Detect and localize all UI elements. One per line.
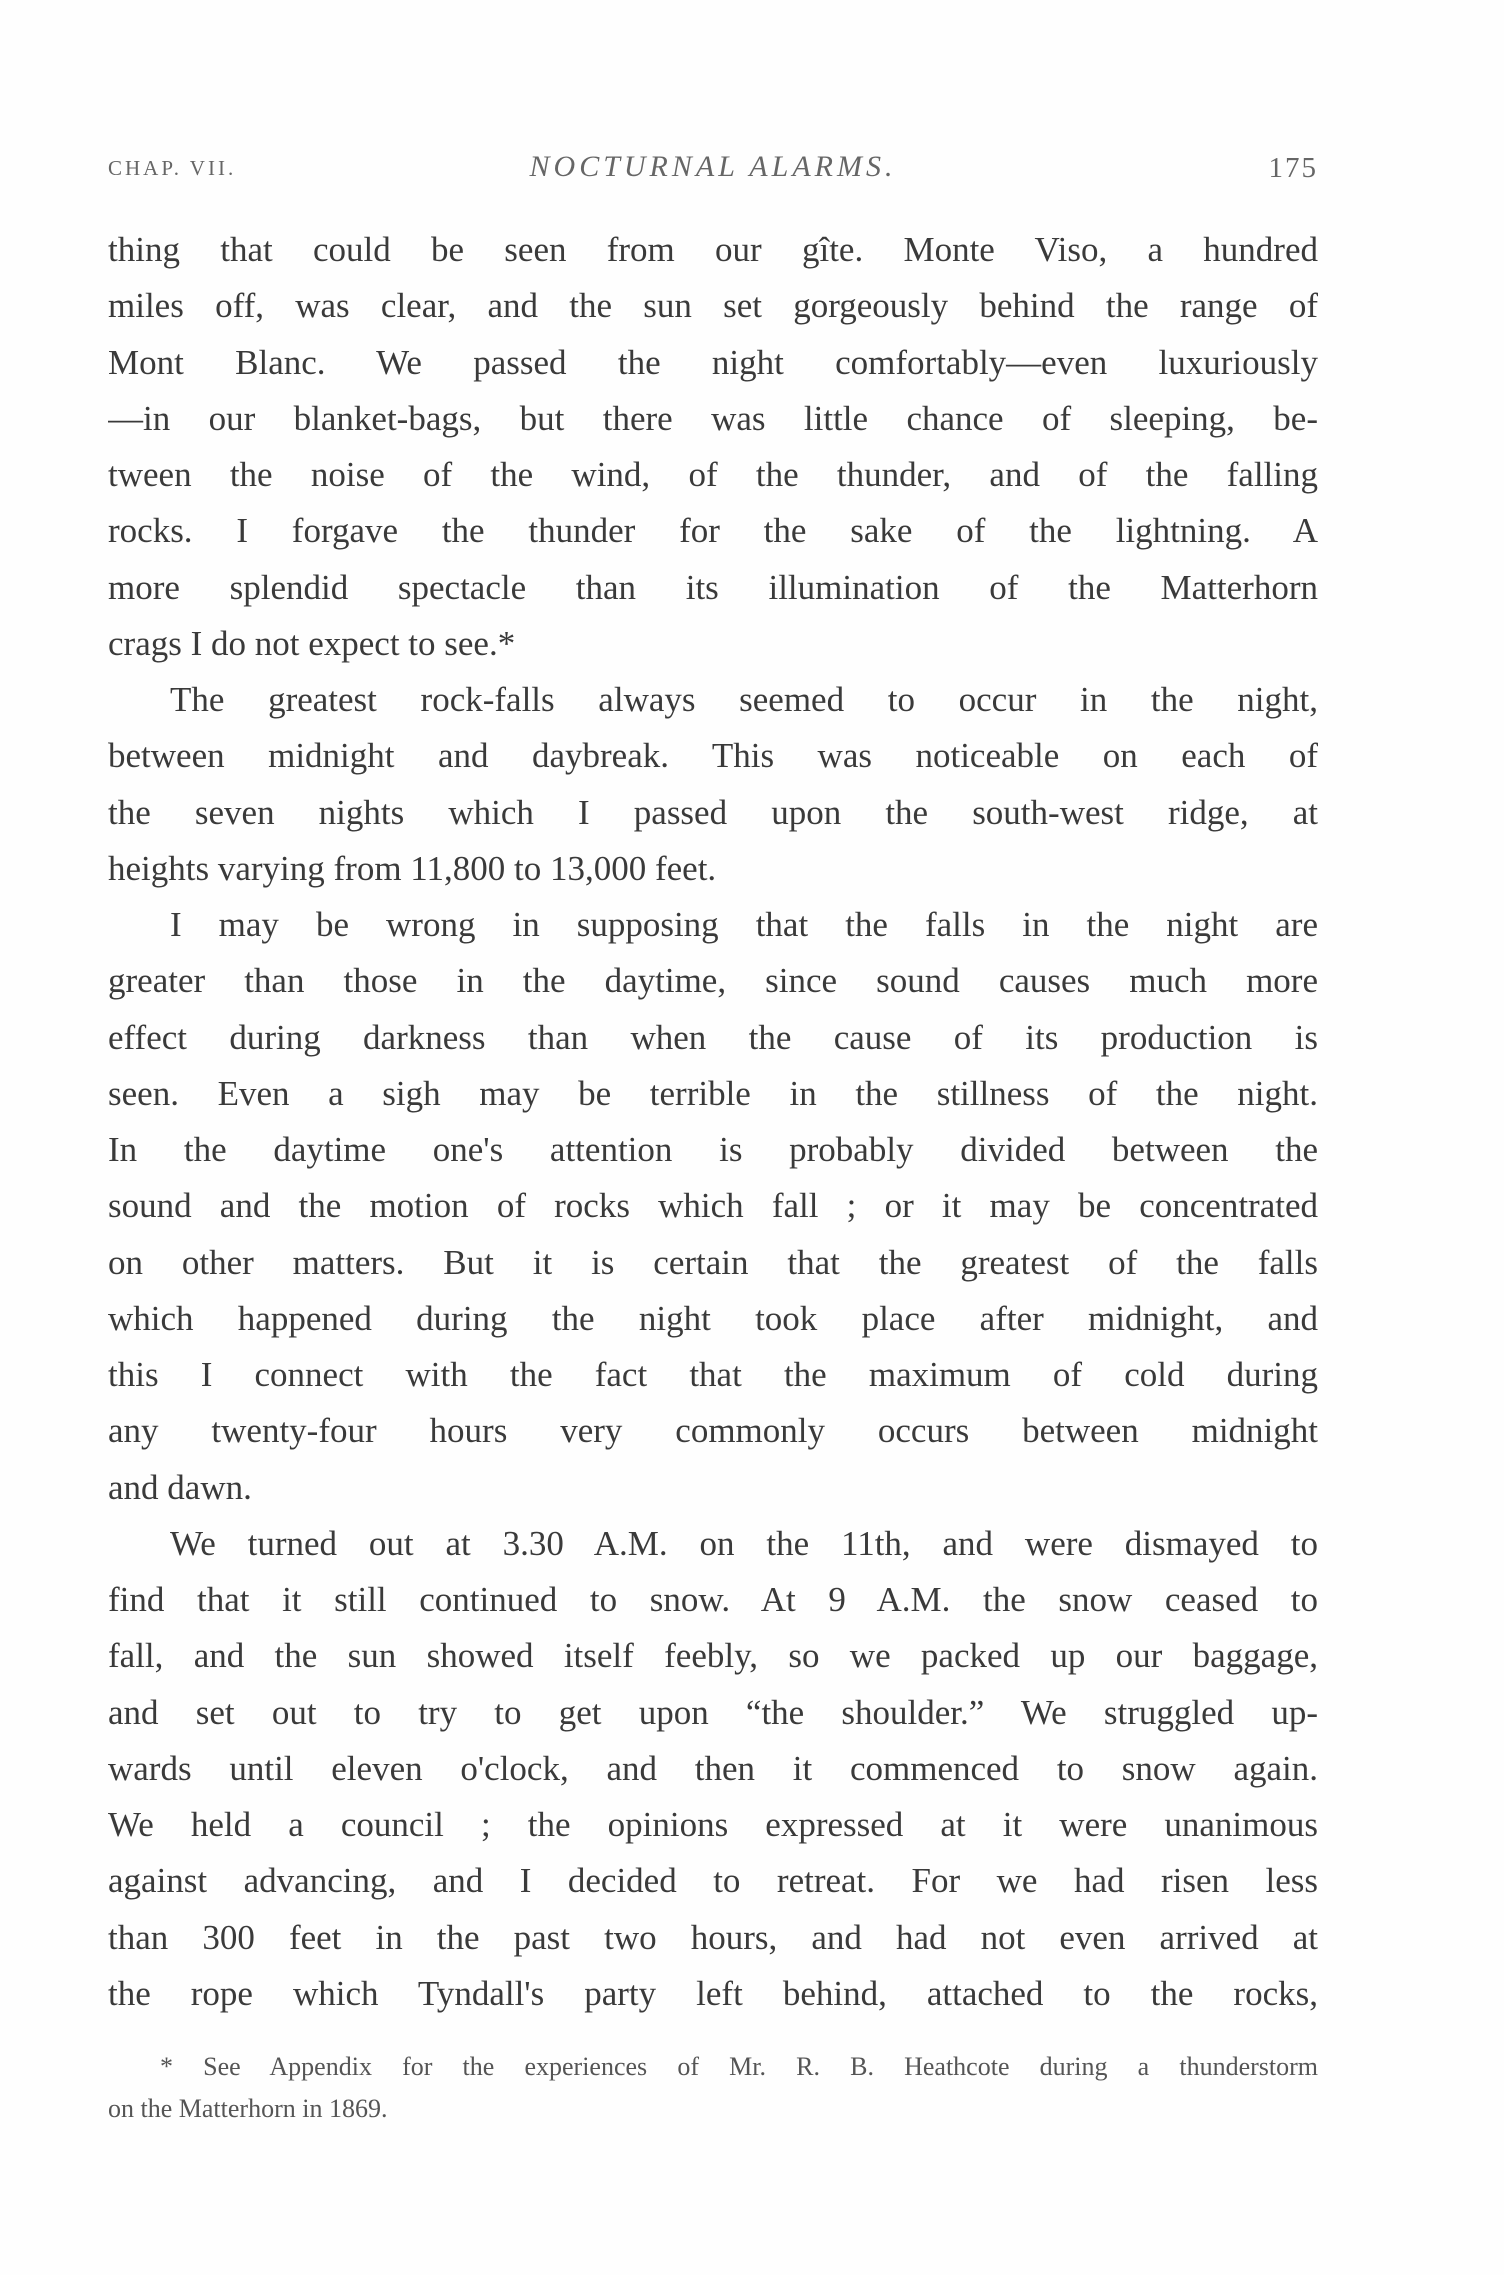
text-line: and dawn. (108, 1467, 252, 1507)
text-line: on other matters. But it is certain that the greatest of the falls (108, 1242, 1318, 1282)
text-line: In the daytime one's attention is probably divided between the (108, 1130, 1318, 1169)
text-line: which happened during the night took place after midnight, and (108, 1298, 1318, 1338)
text-line: heights varying from 11,800 to 13,000 feet. (108, 848, 717, 888)
text-line: this I connect with the fact that the maximum of cold during (108, 1355, 1318, 1394)
text-line: sound and the motion of rocks which fall ; or it may be concentrated (108, 1186, 1318, 1226)
chapter-label: CHAP. VII. (108, 156, 237, 180)
footnote-line: * See Appendix for the experiences of Mr. R. B. Heathcote during a thunderstorm (160, 2052, 1318, 2081)
text-line: wards until eleven o'clock, and then it commenced to snow again. (108, 1748, 1318, 1788)
footnote-line: on the Matterhorn in 1869. (108, 2094, 388, 2123)
paragraph-start-line: We turned out at 3.30 A.M. on the 11th, and were dismayed to (170, 1523, 1318, 1563)
running-head (108, 150, 1318, 190)
text-line: between midnight and daybreak. This was noticeable on each of (108, 736, 1318, 776)
page-title: NOCTURNAL ALARMS. (529, 150, 897, 183)
text-line: We held a council ; the opinions expressed at it were unanimous (108, 1805, 1318, 1844)
text-line: tween the noise of the wind, of the thunder, and of the falling (108, 455, 1318, 494)
text-line: the seven nights which I passed upon the south-west ridge, at (108, 792, 1318, 832)
text-line: effect during darkness than when the cause of its production is (108, 1017, 1318, 1057)
text-line: Mont Blanc. We passed the night comfortably—even luxuriously (108, 342, 1318, 382)
paragraph-start-line: The greatest rock-falls always seemed to occur in the night, (170, 680, 1318, 719)
footnote (108, 2046, 1318, 2130)
text-line: miles off, was clear, and the sun set gorgeously behind the range of (108, 286, 1318, 326)
text-line: thing that could be seen from our gîte. Monte Viso, a hundred (108, 230, 1318, 269)
paragraph-start-line: I may be wrong in supposing that the falls in the night are (170, 905, 1318, 944)
text-line: the rope which Tyndall's party left behind, attached to the rocks, (108, 1973, 1318, 2013)
text-line: seen. Even a sigh may be terrible in the stillness of the night. (108, 1073, 1318, 1113)
text-line: more splendid spectacle than its illumination of the Matterhorn (108, 567, 1318, 607)
text-line: and set out to try to get upon “the shoulder.” We struggled up- (108, 1692, 1318, 1732)
body-text (108, 222, 1318, 2022)
text-line: greater than those in the daytime, since sound causes much more (108, 961, 1318, 1001)
text-line: against advancing, and I decided to retreat. For we had risen less (108, 1861, 1318, 1901)
text-line: rocks. I forgave the thunder for the sake of the lightning. A (108, 511, 1318, 551)
text-line: fall, and the sun showed itself feebly, so we packed up our baggage, (108, 1636, 1318, 1676)
text-line: —in our blanket-bags, but there was little chance of sleeping, be- (108, 398, 1318, 438)
text-line: crags I do not expect to see.* (108, 623, 516, 663)
text-line: find that it still continued to snow. At 9 A.M. the snow ceased to (108, 1580, 1318, 1619)
text-line: any twenty-four hours very commonly occurs between midnight (108, 1411, 1318, 1451)
text-line: than 300 feet in the past two hours, and had not even arrived at (108, 1917, 1318, 1957)
page-number: 175 (1268, 152, 1318, 184)
